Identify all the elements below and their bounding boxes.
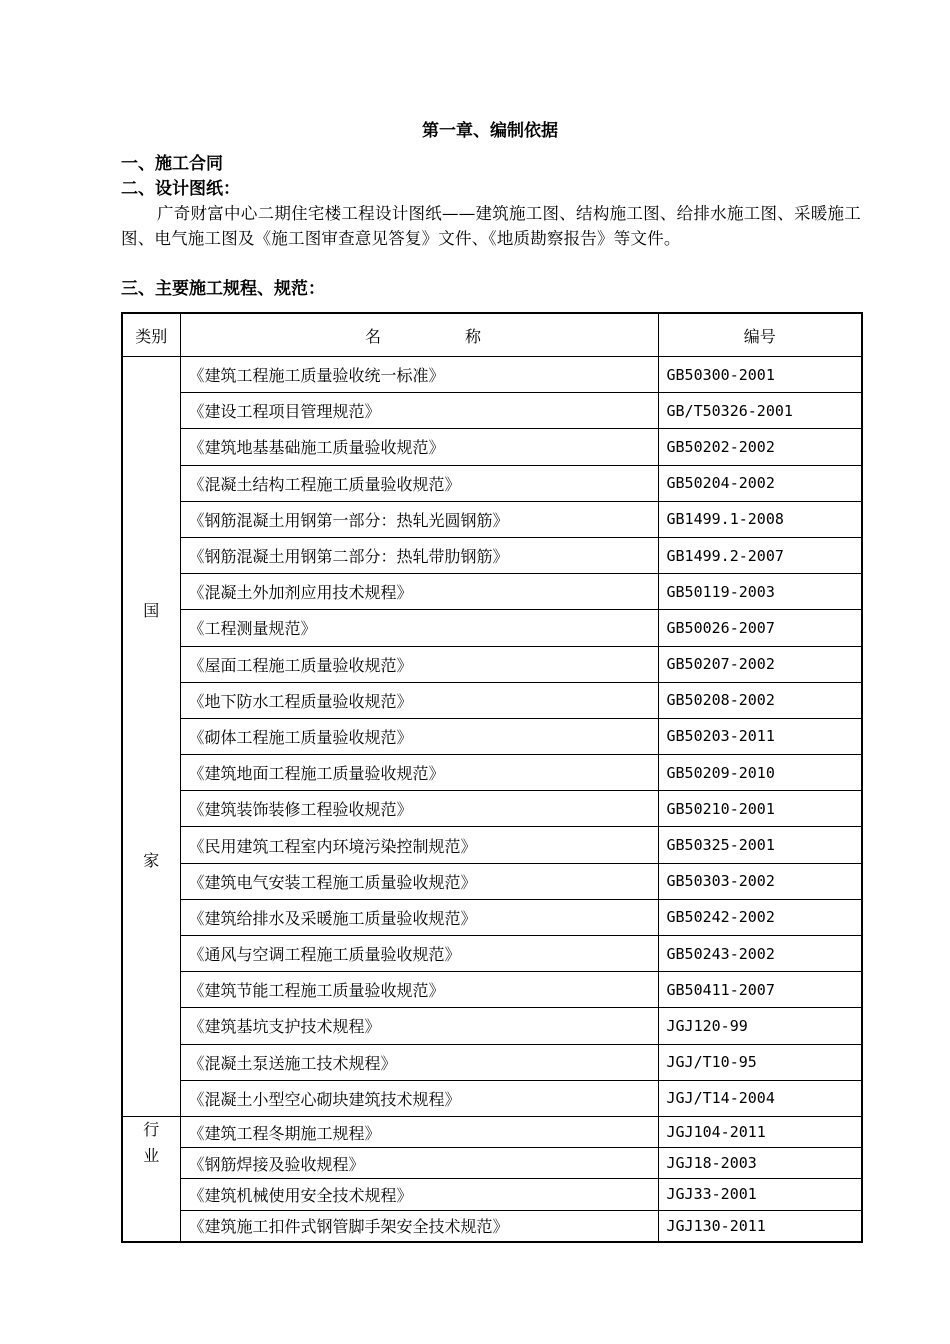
- standard-code: GB50202-2002: [658, 429, 862, 465]
- standard-code: GB1499.2-2007: [658, 537, 862, 573]
- standard-name: 《建筑节能工程施工质量验收规范》: [180, 972, 658, 1008]
- category-national-b: 家: [143, 851, 160, 871]
- table-row: [122, 899, 862, 935]
- table-row: [122, 1210, 862, 1242]
- table-row: [122, 718, 862, 754]
- standard-code: GB50119-2003: [658, 574, 862, 610]
- category-industry-b: 业: [143, 1145, 160, 1165]
- standard-name: 《混凝土外加剂应用技术规程》: [180, 574, 658, 610]
- standard-code: GB50203-2011: [658, 718, 862, 754]
- standard-name: 《混凝土小型空心砌块建筑技术规程》: [180, 1080, 658, 1116]
- table-row: [122, 574, 862, 610]
- standard-code: JGJ18-2003: [658, 1148, 862, 1179]
- table-row: [122, 755, 862, 791]
- standard-code: JGJ120-99: [658, 1008, 862, 1044]
- table-row: [122, 1044, 862, 1080]
- category-national: [122, 357, 180, 1117]
- standard-code: GB/T50326-2001: [658, 393, 862, 429]
- section-heading-codes: 三、主要施工规程、规范：: [121, 279, 325, 299]
- standard-name: 《建筑基坑支护技术规程》: [180, 1008, 658, 1044]
- standard-name: 《混凝土结构工程施工质量验收规范》: [180, 465, 658, 501]
- standard-name: 《钢筋焊接及验收规程》: [180, 1148, 658, 1179]
- table-row: [122, 827, 862, 863]
- standard-code: GB50242-2002: [658, 899, 862, 935]
- standard-name: 《通风与空调工程施工质量验收规范》: [180, 936, 658, 972]
- table-row: [122, 393, 862, 429]
- category-national-a: 国: [143, 601, 160, 621]
- standard-code: JGJ/T14-2004: [658, 1080, 862, 1116]
- table-row: [122, 863, 862, 899]
- table-row: [122, 972, 862, 1008]
- table-row: [122, 646, 862, 682]
- table-row: [122, 501, 862, 537]
- table-row: [122, 465, 862, 501]
- standard-name: 《屋面工程施工质量验收规范》: [180, 646, 658, 682]
- header-code: 编号: [658, 313, 862, 357]
- standard-code: GB50208-2002: [658, 682, 862, 718]
- national-rows: [122, 357, 862, 1117]
- standard-code: GB50325-2001: [658, 827, 862, 863]
- standard-code: GB50204-2002: [658, 465, 862, 501]
- standard-name: 《建筑机械使用安全技术规程》: [180, 1179, 658, 1210]
- section-heading-drawings: 二、设计图纸：: [121, 179, 240, 199]
- standard-name: 《建筑工程施工质量验收统一标准》: [180, 357, 658, 393]
- category-industry-a: 行: [143, 1119, 160, 1139]
- standard-name: 《砌体工程施工质量验收规范》: [180, 718, 658, 754]
- table-row: [122, 1008, 862, 1044]
- table-row: [122, 1116, 862, 1147]
- standard-name: 《钢筋混凝土用钢第二部分：热轧带肋钢筋》: [180, 537, 658, 573]
- header-name-a: 名: [364, 326, 381, 346]
- drawings-paragraph: 广奇财富中心二期住宅楼工程设计图纸——建筑施工图、结构施工图、给排水施工图、采暖施工图、电气施工图及《施工图审查意见答复》文件、《地质勘察报告》等文件。: [121, 204, 861, 248]
- header-name: [180, 313, 658, 357]
- standard-code: JGJ130-2011: [658, 1210, 862, 1242]
- standard-code: GB50210-2001: [658, 791, 862, 827]
- table-row: [122, 1179, 862, 1210]
- table-row: [122, 610, 862, 646]
- standard-name: 《地下防水工程质量验收规范》: [180, 682, 658, 718]
- standard-code: GB50411-2007: [658, 972, 862, 1008]
- header-category: 类别: [122, 313, 180, 357]
- category-industry: [122, 1116, 180, 1241]
- table-row: [122, 791, 862, 827]
- standard-name: 《建筑地面工程施工质量验收规范》: [180, 755, 658, 791]
- standard-name: 《建筑工程冬期施工规程》: [180, 1116, 658, 1147]
- standard-code: GB50243-2002: [658, 936, 862, 972]
- standard-name: 《建设工程项目管理规范》: [180, 393, 658, 429]
- standard-code: GB50209-2010: [658, 755, 862, 791]
- standard-name: 《工程测量规范》: [180, 610, 658, 646]
- header-name-b: 称: [465, 326, 482, 346]
- section-heading-contract: 一、施工合同: [121, 154, 223, 174]
- industry-rows: [122, 1116, 862, 1241]
- standard-name: 《建筑给排水及采暖施工质量验收规范》: [180, 899, 658, 935]
- table-row: [122, 682, 862, 718]
- standard-code: JGJ104-2011: [658, 1116, 862, 1147]
- standard-code: GB1499.1-2008: [658, 501, 862, 537]
- standard-name: 《混凝土泵送施工技术规程》: [180, 1044, 658, 1080]
- standard-name: 《建筑地基基础施工质量验收规范》: [180, 429, 658, 465]
- standard-code: GB50026-2007: [658, 610, 862, 646]
- standard-name: 《钢筋混凝土用钢第一部分：热轧光圆钢筋》: [180, 501, 658, 537]
- standard-code: GB50303-2002: [658, 863, 862, 899]
- table-row: [122, 1148, 862, 1179]
- table-row: [122, 429, 862, 465]
- standard-code: GB50207-2002: [658, 646, 862, 682]
- standard-name: 《民用建筑工程室内环境污染控制规范》: [180, 827, 658, 863]
- standard-name: 《建筑施工扣件式钢管脚手架安全技术规范》: [180, 1210, 658, 1242]
- chapter-title: 第一章、编制依据: [422, 121, 558, 141]
- standard-code: GB50300-2001: [658, 357, 862, 393]
- standard-code: JGJ/T10-95: [658, 1044, 862, 1080]
- table-row: [122, 357, 862, 393]
- table-row: [122, 1080, 862, 1116]
- table-row: [122, 537, 862, 573]
- standard-code: JGJ33-2001: [658, 1179, 862, 1210]
- codes-table: [121, 312, 863, 1243]
- standard-name: 《建筑电气安装工程施工质量验收规范》: [180, 863, 658, 899]
- table-row: [122, 936, 862, 972]
- standard-name: 《建筑装饰装修工程验收规范》: [180, 791, 658, 827]
